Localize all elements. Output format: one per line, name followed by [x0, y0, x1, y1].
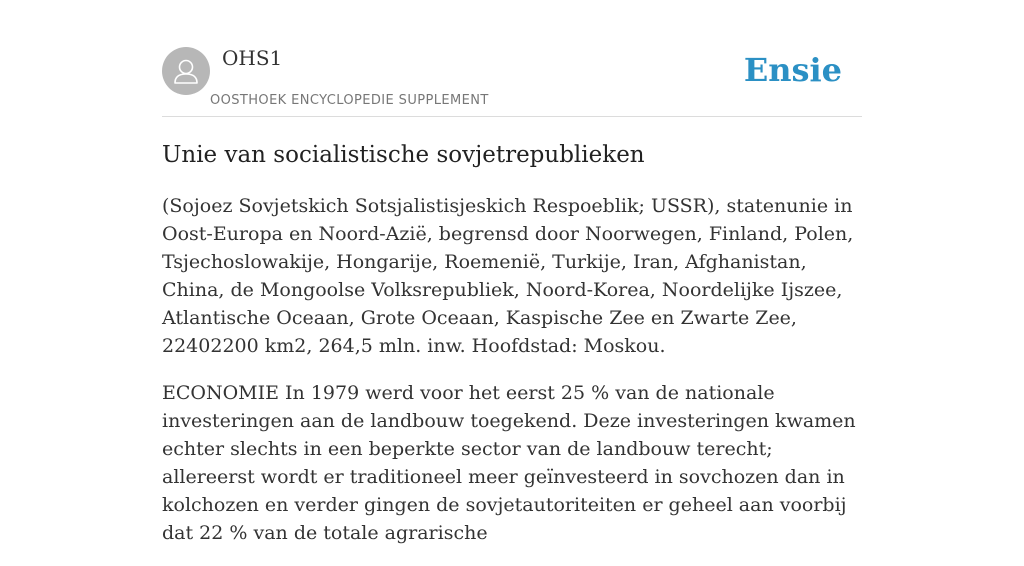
header — [162, 40, 862, 117]
article-title: Unie van socialistische sovjetrepublieken — [162, 142, 645, 168]
site-logo[interactable]: Ensie — [743, 51, 842, 89]
avatar[interactable] — [162, 47, 210, 95]
article-paragraph: (Sojoez Sovjetskich Sotsjalistisjeskich Respoeblik; USSR), statenunie in Oost-Europa en Noord-Azië, begrensd door Noorwegen, Finland, Polen, Tsjechoslowakije, Hongarije, Roemenië, Turkije, Iran, Afghanistan, China, de Mongoolse Volksrepubliek, Noord-Korea, Noordelijke Ijszee, Atlantische Oceaan, Grote Oceaan, Kaspische Zee en Zwarte Zee, 22402200 km2, 264,5 mln. inw. Hoofdstad: Moskou. — [162, 195, 854, 357]
article-paragraph: ECONOMIE In 1979 werd voor het eerst 25 % van de nationale investeringen aan de landbouw toegekend. Deze investeringen kwamen echter slechts in een beperkte sector van de landbouw terecht; allereerst wordt er traditioneel meer geïnvesteerd in sovchozen dan in kolchozen en verder gingen de sovjetautoriteiten er geheel aan voorbij dat 22 % van de totale agrarische — [162, 382, 856, 544]
user-icon — [162, 47, 210, 95]
author-name[interactable]: OHS1 — [222, 46, 283, 70]
source-label: OOSTHOEK ENCYCLOPEDIE SUPPLEMENT — [210, 93, 489, 108]
article-body — [162, 192, 862, 566]
